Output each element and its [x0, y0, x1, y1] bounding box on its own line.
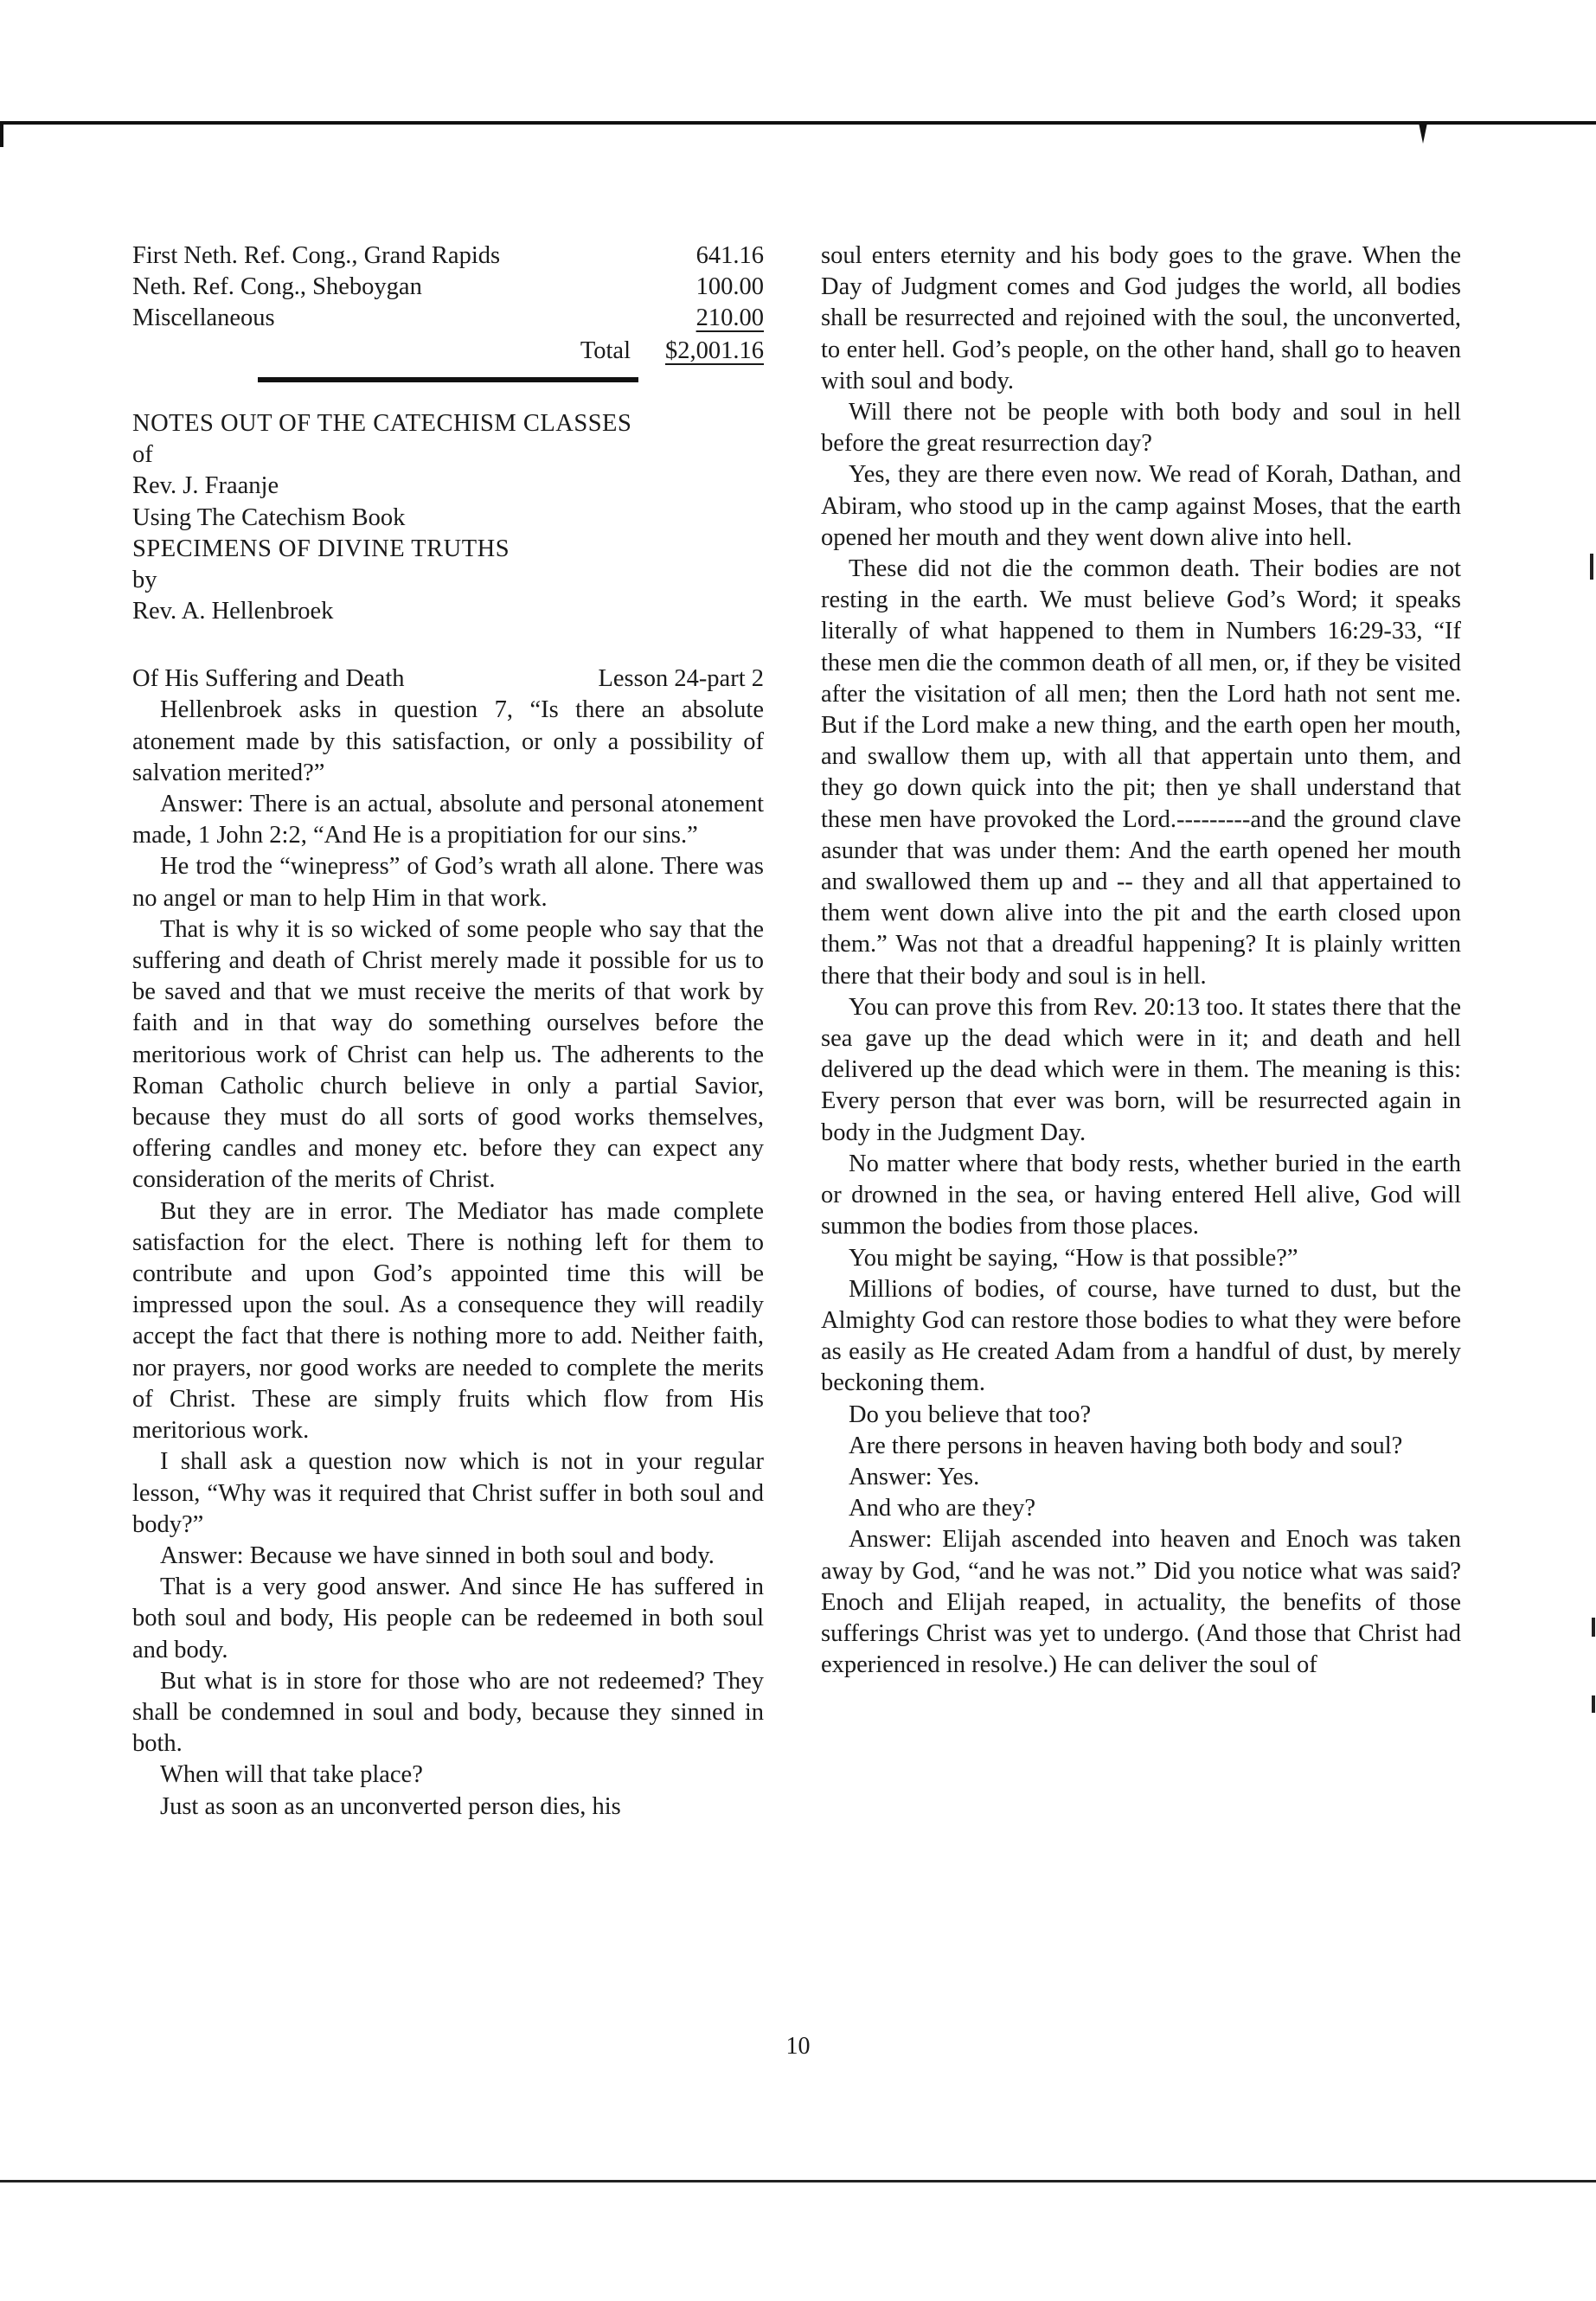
paragraph: Answer: Because we have sinned in both soul and body.	[160, 1541, 715, 1569]
paragraph: Answer: Elijah ascended into heaven and Enoch was taken away by God, “and he was not.” Did you notice what was said? Enoch and Elijah reaped, in actuality, the benefits of those sufferings Christ was yet to undergo. (And those that Christ had experienced in resolve.) He can deliver the soul of	[821, 1526, 1461, 1679]
lesson-line	[132, 663, 764, 695]
paragraph: He trod the “winepress” of God’s wrath all alone. There was no angel or man to help Him in that work.	[132, 853, 764, 912]
paragraph: Just as soon as an unconverted person dies, his	[160, 1792, 621, 1820]
ledger-name: First Neth. Ref. Cong., Grand Rapids	[132, 242, 501, 269]
ledger-total-label: Total	[580, 337, 631, 364]
lesson-number: Lesson 24-part 2	[598, 665, 764, 693]
paragraph: But they are in error. The Mediator has made complete satisfaction for the elect. There is nothing left for them to contribute and upon God’s appointed time this will be impressed upon the soul. As a consequence they will readily accept the fact that there is nothing more to add. Neither faith, nor prayers, nor good works are needed to complete the merits of Christ. These are simply fruits which flow from His meritorious work.	[132, 1197, 764, 1445]
paragraph: These did not die the common death. Their bodies are not resting in the earth. We must believe God’s Word; it speaks literally of what happened to them in Numbers 16:29-33, “If these men die the common death of all men, or, if they be visited after the visitation of all men; then the Lord hath not sent me. But if the Lord make a new thing, and the earth open her mouth, and swallow them up, with all that appertain unto them, and they go down quick into the pit; then ye shall understand that these men have provoked the Lord.---------and the ground clave asunder that was under them: And the earth opened her mouth and swallowed them up and -- they and all that appertained to them went down alive into the pit and the earth closed upon them.” Was not that a dreadful happening? It is plainly written there that their body and soul is in hell.	[821, 555, 1461, 990]
ledger-row	[132, 272, 764, 303]
paragraph: And who are they?	[849, 1495, 1036, 1522]
paragraph: soul enters eternity and his body goes to the grave. When the Day of Judgment comes and God judges the world, all bodies shall be resurrected and rejoined with the soul, the unconverted, to enter hell. God’s people, on the other hand, shall go to heaven with soul and body.	[821, 242, 1461, 394]
paragraph: Hellenbroek asks in question 7, “Is there an absolute atonement made by this satisfaction, or only a possibility of salvation merited?”	[132, 696, 764, 786]
paragraph: That is why it is so wicked of some people who say that the suffering and death of Christ merely made it possible for us to be saved and that we must receive the merits of that work by faith and in that way do something ourselves before the meritorious work of Christ can help us. The adherents to the Roman Catholic church believe in only a partial Savior, because they must do all sorts of good works themselves, offering candles and money etc. before they can expect any consideration of the merits of Christ.	[132, 915, 764, 1194]
ledger-name: Miscellaneous	[132, 304, 275, 331]
paragraph: Millions of bodies, of course, have turned to dust, but the Almighty God can restore those bodies to what they were before as easily as He created Adam from a handful of dust, by merely beckoning them.	[821, 1275, 1461, 1397]
ledger-amount: 641.16	[695, 242, 764, 269]
article-title: NOTES OUT OF THE CATECHISM CLASSES	[132, 410, 632, 437]
bottom-border-rule	[0, 2180, 1596, 2182]
ledger-total-row	[132, 334, 764, 369]
heading-by: by	[132, 567, 157, 594]
paragraph: Answer: Yes.	[849, 1463, 980, 1490]
heading-author: Rev. J. Fraanje	[132, 472, 279, 500]
paragraph: No matter where that body rests, whether buried in the earth or drowned in the sea, or having entered Hell alive, God will summon the bodies from those places.	[821, 1150, 1461, 1240]
heading-of: of	[132, 441, 153, 469]
paragraph: Answer: There is an actual, absolute and personal atonement made, 1 John 2:2, “And He is a propitiation for our sins.”	[132, 791, 764, 849]
page-number: 10	[785, 2033, 811, 2060]
ledger-total-amount: $2,001.16	[665, 337, 764, 364]
section-divider	[258, 377, 638, 382]
ledger-amount: 210.00	[695, 304, 764, 331]
left-column	[132, 240, 764, 1823]
paragraph: I shall ask a question now which is not in your regular lesson, “Why was it required that Christ suffer in both soul and body?”	[132, 1448, 764, 1538]
paragraph: That is a very good answer. And since He has suffered in both soul and body, His people can be redeemed in both soul and body.	[132, 1574, 764, 1663]
ledger-name: Neth. Ref. Cong., Sheboygan	[132, 273, 422, 300]
paragraph: You might be saying, “How is that possible?”	[849, 1244, 1298, 1272]
paragraph: Are there persons in heaven having both body and soul?	[849, 1432, 1403, 1459]
paragraph: But what is in store for those who are not redeemed? They shall be condemned in soul and body, because they sinned in both.	[132, 1667, 764, 1758]
article-heading	[132, 408, 764, 627]
right-column	[821, 240, 1461, 1681]
right-edge-mark	[1592, 1618, 1595, 1637]
ledger-row	[132, 303, 764, 334]
paragraph: You can prove this from Rev. 20:13 too. It states there that the sea gave up the dead which were in it; and death and hell delivered up the dead which were in them. The meaning is this: Every person that ever was born, will be resurrected again in body in the Judgment Day.	[821, 993, 1461, 1146]
right-edge-mark	[1590, 554, 1593, 580]
heading-using: Using The Catechism Book	[132, 503, 406, 531]
heading-book-title: SPECIMENS OF DIVINE TRUTHS	[132, 535, 510, 562]
left-edge-mark	[0, 121, 3, 147]
ledger-row	[132, 240, 764, 272]
paragraph: Will there not be people with both body and soul in hell before the great resurrection day?	[821, 399, 1461, 458]
paragraph: Do you believe that too?	[849, 1400, 1092, 1428]
paragraph: When will that take place?	[160, 1761, 423, 1789]
heading-book-author: Rev. A. Hellenbroek	[132, 598, 334, 625]
top-border-rule	[0, 121, 1596, 125]
corner-notch-mark	[1419, 123, 1427, 144]
paragraph: Yes, they are there even now. We read of Korah, Dathan, and Abiram, who stood up in the camp against Moses, that the earth opened her mouth and they went down alive into hell.	[821, 461, 1461, 551]
donation-ledger	[132, 240, 764, 369]
lesson-topic: Of His Suffering and Death	[132, 665, 405, 693]
right-edge-mark	[1592, 1695, 1595, 1713]
ledger-amount: 100.00	[695, 273, 764, 300]
